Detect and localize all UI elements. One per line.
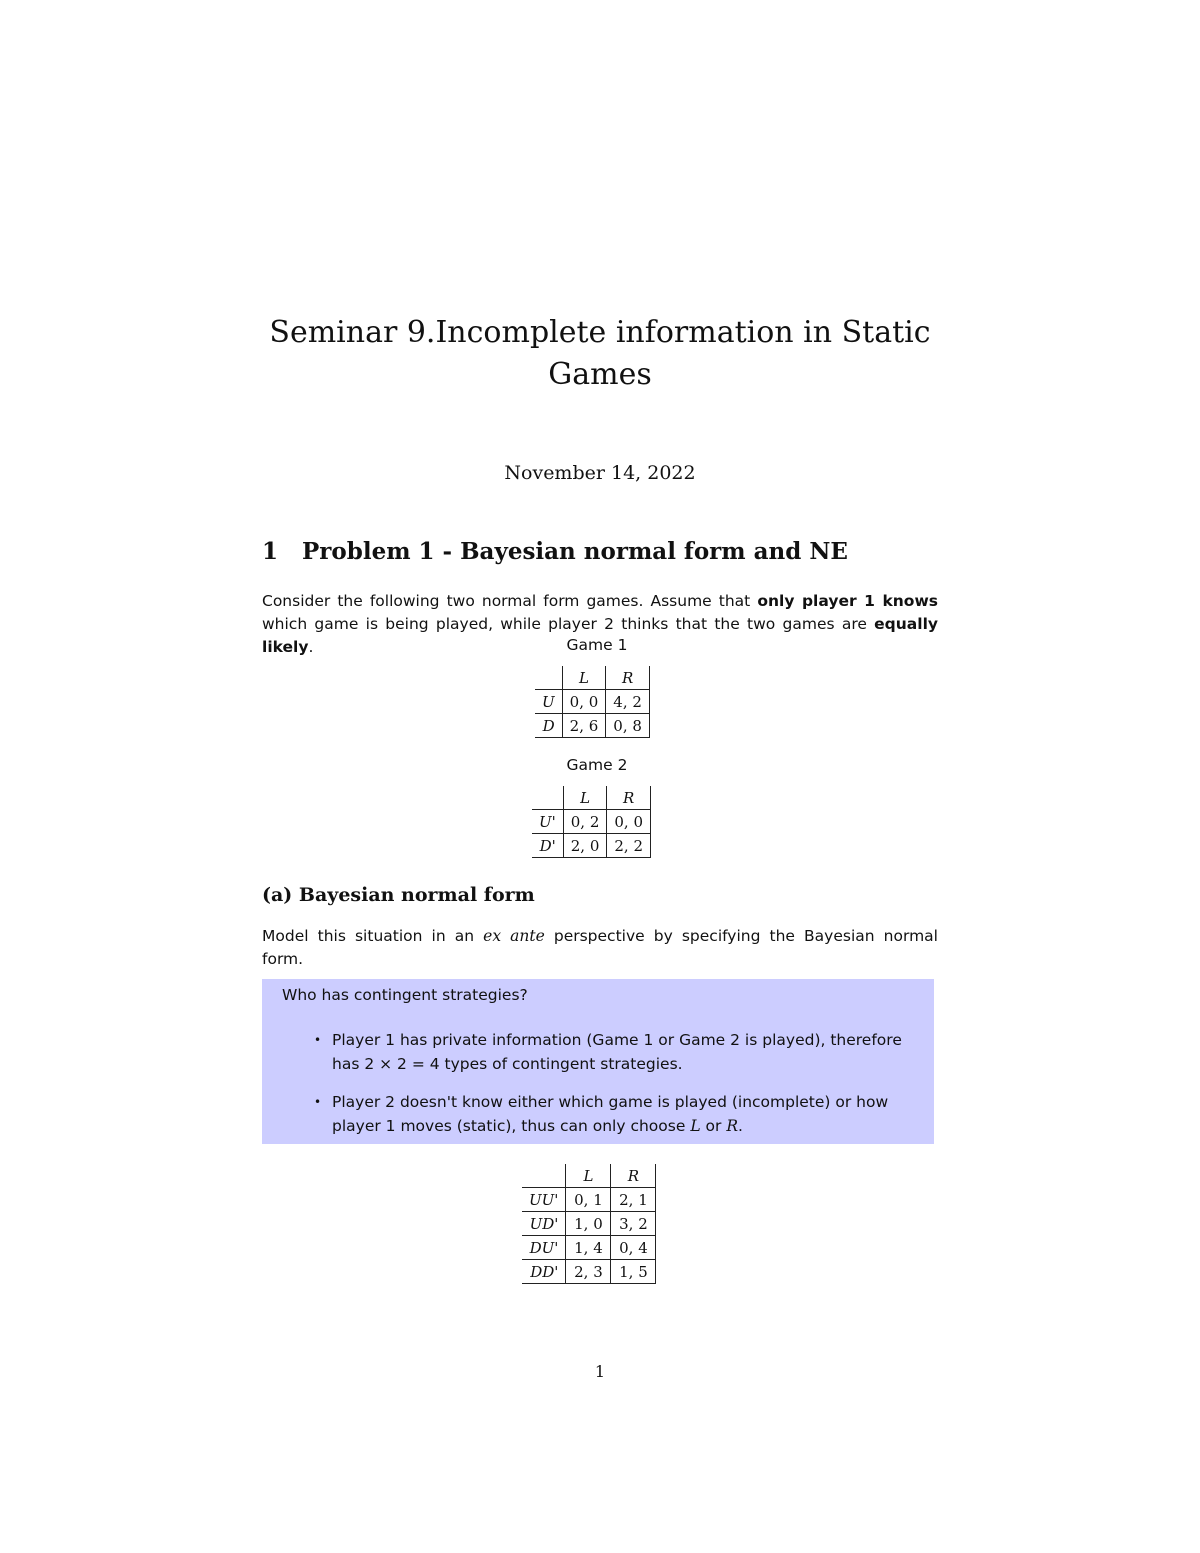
payoff-cell: 1, 4 — [566, 1236, 611, 1260]
bullet-item-player-2: • Player 2 doesn't know either which game is played (incomplete) or how player 1 moves (static), thus can only choose L or R. — [332, 1090, 932, 1138]
row-header: D — [535, 714, 562, 738]
section-number: 1 — [262, 538, 279, 565]
column-header: L — [563, 786, 607, 810]
table-row — [535, 714, 649, 738]
section-title: Problem 1 - Bayesian normal form and NE — [302, 538, 848, 565]
emphasis-likely: likely — [262, 638, 309, 656]
emphasis-only-player-1-knows: only player 1 knows — [757, 592, 939, 610]
payoff-cell: 1, 5 — [611, 1260, 656, 1284]
payoff-cell: 4, 2 — [606, 690, 650, 714]
page-number: 1 — [594, 1362, 606, 1381]
table-row — [532, 810, 651, 834]
subsection-paragraph — [262, 925, 938, 971]
title-line-1: Seminar 9.Incomplete information in Static — [269, 315, 931, 350]
subsection-line-2: form. — [262, 950, 304, 968]
table-header-row — [532, 786, 651, 810]
payoff-cell: 2, 6 — [562, 714, 606, 738]
payoff-cell: 0, 4 — [611, 1236, 656, 1260]
row-header: U — [535, 690, 562, 714]
emphasis-ex-ante: ex ante — [483, 927, 545, 945]
bullet-item-player-1: • Player 1 has private information (Game 1 or Game 2 is played), therefore has 2 × 2 = 4 types of contingent strategies. — [332, 1028, 932, 1076]
column-header: R — [606, 666, 650, 690]
row-header: D' — [532, 834, 563, 858]
game-2-table — [532, 786, 651, 858]
subsection-heading: (a) Bayesian normal form — [262, 884, 535, 906]
table-row — [535, 690, 649, 714]
payoff-cell: 2, 1 — [611, 1188, 656, 1212]
table-row — [522, 1260, 656, 1284]
row-header: UD' — [522, 1212, 566, 1236]
intro-line-2: which game is being played, while player 2 thinks that the two games are equally — [262, 615, 938, 633]
payoff-cell: 0, 1 — [566, 1188, 611, 1212]
table-row — [522, 1188, 656, 1212]
table-row — [532, 834, 651, 858]
table-row — [522, 1212, 656, 1236]
payoff-cell: 1, 0 — [566, 1212, 611, 1236]
box-question: Who has contingent strategies? — [282, 986, 528, 1004]
row-header: UU' — [522, 1188, 566, 1212]
game-1-label: Game 1 — [566, 636, 628, 654]
section-heading — [262, 538, 848, 565]
column-header: L — [562, 666, 606, 690]
payoff-cell: 0, 2 — [563, 810, 607, 834]
bayesian-normal-form-table — [522, 1164, 656, 1284]
row-header: U' — [532, 810, 563, 834]
column-header: R — [611, 1164, 656, 1188]
row-header: DD' — [522, 1260, 566, 1284]
payoff-cell: 0, 8 — [606, 714, 650, 738]
emphasis-equally: equally — [874, 615, 938, 633]
table-header-row — [535, 666, 649, 690]
payoff-cell: 0, 0 — [607, 810, 651, 834]
table-row — [522, 1236, 656, 1260]
row-header: DU' — [522, 1236, 566, 1260]
document-date: November 14, 2022 — [504, 462, 696, 484]
bullet-icon: • — [314, 1033, 322, 1047]
payoff-cell: 2, 2 — [607, 834, 651, 858]
payoff-cell: 3, 2 — [611, 1212, 656, 1236]
table-header-row — [522, 1164, 656, 1188]
game-2-label: Game 2 — [566, 756, 628, 774]
bullet-icon: • — [314, 1095, 322, 1109]
payoff-cell: 2, 3 — [566, 1260, 611, 1284]
payoff-cell: 2, 0 — [563, 834, 607, 858]
intro-line-3: likely. — [262, 638, 314, 656]
title-line-2: Games — [548, 357, 652, 392]
payoff-cell: 0, 0 — [562, 690, 606, 714]
subsection-line-1: Model this situation in an ex ante perspective by specifying the Bayesian normal — [262, 927, 938, 945]
document-title — [0, 312, 1200, 396]
intro-line-1: Consider the following two normal form games. Assume that only player 1 knows — [262, 592, 939, 610]
column-header: L — [566, 1164, 611, 1188]
game-1-table — [535, 666, 650, 738]
column-header: R — [607, 786, 651, 810]
